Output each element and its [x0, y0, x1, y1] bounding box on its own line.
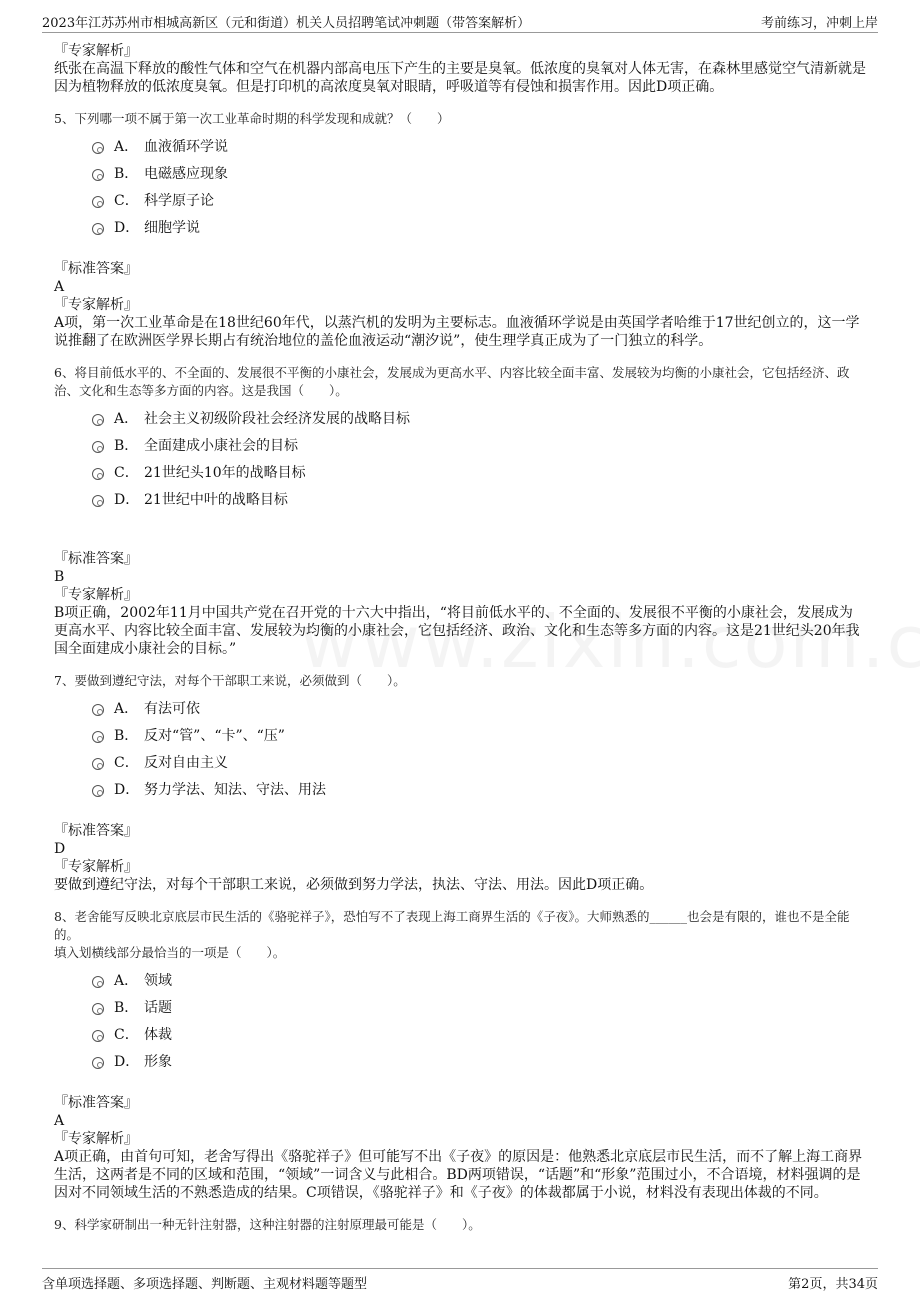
answer-tag: 『标准答案』 [54, 261, 138, 277]
answer-value: D [54, 841, 66, 857]
answer-value: A [54, 279, 65, 295]
radio-icon[interactable] [92, 1030, 104, 1042]
option-c[interactable]: C． 反对自由主义 [92, 750, 866, 777]
document-title: 2023年江苏苏州市相城高新区（元和街道）机关人员招聘笔试冲刺题（带答案解析） [42, 16, 531, 31]
analysis-tag: 『专家解析』 [54, 297, 138, 313]
radio-icon[interactable] [92, 731, 104, 743]
question-stem: 5、下列哪一项不属于第一次工业革命时期的科学发现和成就？（ ） [54, 111, 450, 126]
header-slogan: 考前练习，冲刺上岸 [760, 16, 878, 31]
answer-value: A [54, 1113, 65, 1129]
radio-icon[interactable] [92, 196, 104, 208]
answer-tag: 『标准答案』 [54, 823, 138, 839]
analysis-text: B项正确，2002年11月中国共产党在召开党的十六大中指出，“将目前低水平的、不全面的、发展很不平衡的小康社会，发展成为更高水平、内容比较全面丰富、发展较为均衡的小康社会，它包括经济、政治、文化和生态等多方面的内容。这是21世纪头20年我国全面建成小康社会的目标。” [54, 605, 860, 657]
option-b[interactable]: B． 反对“管”、“卡”、“压” [92, 723, 866, 750]
radio-icon[interactable] [92, 758, 104, 770]
option-a[interactable]: A． 血液循环学说 [92, 134, 866, 161]
option-b[interactable]: B． 话题 [92, 995, 866, 1022]
option-a[interactable]: A． 有法可依 [92, 696, 866, 723]
radio-icon[interactable] [92, 223, 104, 235]
radio-icon[interactable] [92, 441, 104, 453]
question-stem: 9、科学家研制出一种无针注射器，这种注射器的注射原理最可能是（ ）。 [54, 1217, 481, 1232]
page-number: 第2页，共34页 [788, 1277, 878, 1292]
answer-tag: 『标准答案』 [54, 1095, 138, 1111]
radio-icon[interactable] [92, 1003, 104, 1015]
option-a[interactable]: A． 领域 [92, 968, 866, 995]
option-c[interactable]: C． 21世纪头10年的战略目标 [92, 460, 866, 487]
radio-icon[interactable] [92, 704, 104, 716]
answer-tag: 『标准答案』 [54, 551, 138, 567]
analysis-text: 纸张在高温下释放的酸性气体和空气在机器内部高电压下产生的主要是臭氧。低浓度的臭氧对人体无害，在森林里感觉空气清新就是因为植物释放的低浓度臭氧。但是打印机的高浓度臭氧对眼睛，呼吸道等有侵蚀和损害作用。因此D项正确。 [54, 61, 866, 95]
footer-question-types: 含单项选择题、多项选择题、判断题、主观材料题等题型 [42, 1277, 368, 1292]
question-stem: 8、老舍能写反映北京底层市民生活的《骆驼祥子》，恐怕写不了表现上海工商界生活的《子夜》。大师熟悉的______也会是有限的，谁也不是全能的。 [54, 909, 850, 942]
option-d[interactable]: D． 形象 [92, 1049, 866, 1076]
radio-icon[interactable] [92, 495, 104, 507]
radio-icon[interactable] [92, 468, 104, 480]
analysis-tag: 『专家解析』 [54, 43, 138, 59]
radio-icon[interactable] [92, 976, 104, 988]
page-header [42, 10, 878, 33]
analysis-text: A项，第一次工业革命是在18世纪60年代，以蒸汽机的发明为主要标志。血液循环学说是由英国学者哈维于17世纪创立的，这一学说推翻了在欧洲医学界长期占有统治地位的盖伦血液运动“潮汐说”，使生理学真正成为了一门独立的科学。 [54, 315, 860, 349]
analysis-tag: 『专家解析』 [54, 1131, 138, 1147]
option-c[interactable]: C． 科学原子论 [92, 188, 866, 215]
question-instruction: 填入划横线部分最恰当的一项是（ ）。 [54, 945, 286, 960]
analysis-text: A项正确，由首句可知，老舍写得出《骆驼祥子》但可能写不出《子夜》的原因是：他熟悉北京底层市民生活，而不了解上海工商界生活，这两者是不同的区域和范围，“领域”一词含义与此相合。BD两项错误，“话题”和“形象”范围过小，不合语境，材料强调的是因对不同领域生活的不熟悉造成的结果。C项错误，《骆驼祥子》和《子夜》的体裁都属于小说，材料没有表现出体裁的不同。 [54, 1149, 863, 1201]
option-list [92, 968, 866, 1076]
option-list [92, 696, 866, 804]
option-d[interactable]: D． 细胞学说 [92, 215, 866, 242]
page-content [54, 42, 866, 1234]
analysis-text: 要做到遵纪守法，对每个干部职工来说，必须做到努力学法，执法、守法、用法。因此D项正确。 [54, 877, 654, 893]
analysis-tag: 『专家解析』 [54, 587, 138, 603]
radio-icon[interactable] [92, 414, 104, 426]
radio-icon[interactable] [92, 1057, 104, 1069]
radio-icon[interactable] [92, 169, 104, 181]
option-a[interactable]: A． 社会主义初级阶段社会经济发展的战略目标 [92, 406, 866, 433]
option-d[interactable]: D． 努力学法、知法、守法、用法 [92, 777, 866, 804]
option-b[interactable]: B． 全面建成小康社会的目标 [92, 433, 866, 460]
question-stem: 7、要做到遵纪守法，对每个干部职工来说，必须做到（ ）。 [54, 673, 406, 688]
answer-value: B [54, 569, 65, 585]
radio-icon[interactable] [92, 785, 104, 797]
radio-icon[interactable] [92, 142, 104, 154]
page-footer [42, 1268, 878, 1295]
option-list [92, 134, 866, 242]
option-d[interactable]: D． 21世纪中叶的战略目标 [92, 487, 866, 514]
question-stem: 6、将目前低水平的、不全面的、发展很不平衡的小康社会，发展成为更高水平、内容比较全面丰富、发展较为均衡的小康社会，它包括经济、政治、文化和生态等多方面的内容。这是我国（ ）。 [54, 365, 850, 398]
analysis-tag: 『专家解析』 [54, 859, 138, 875]
option-b[interactable]: B． 电磁感应现象 [92, 161, 866, 188]
option-list [92, 406, 866, 514]
option-c[interactable]: C． 体裁 [92, 1022, 866, 1049]
